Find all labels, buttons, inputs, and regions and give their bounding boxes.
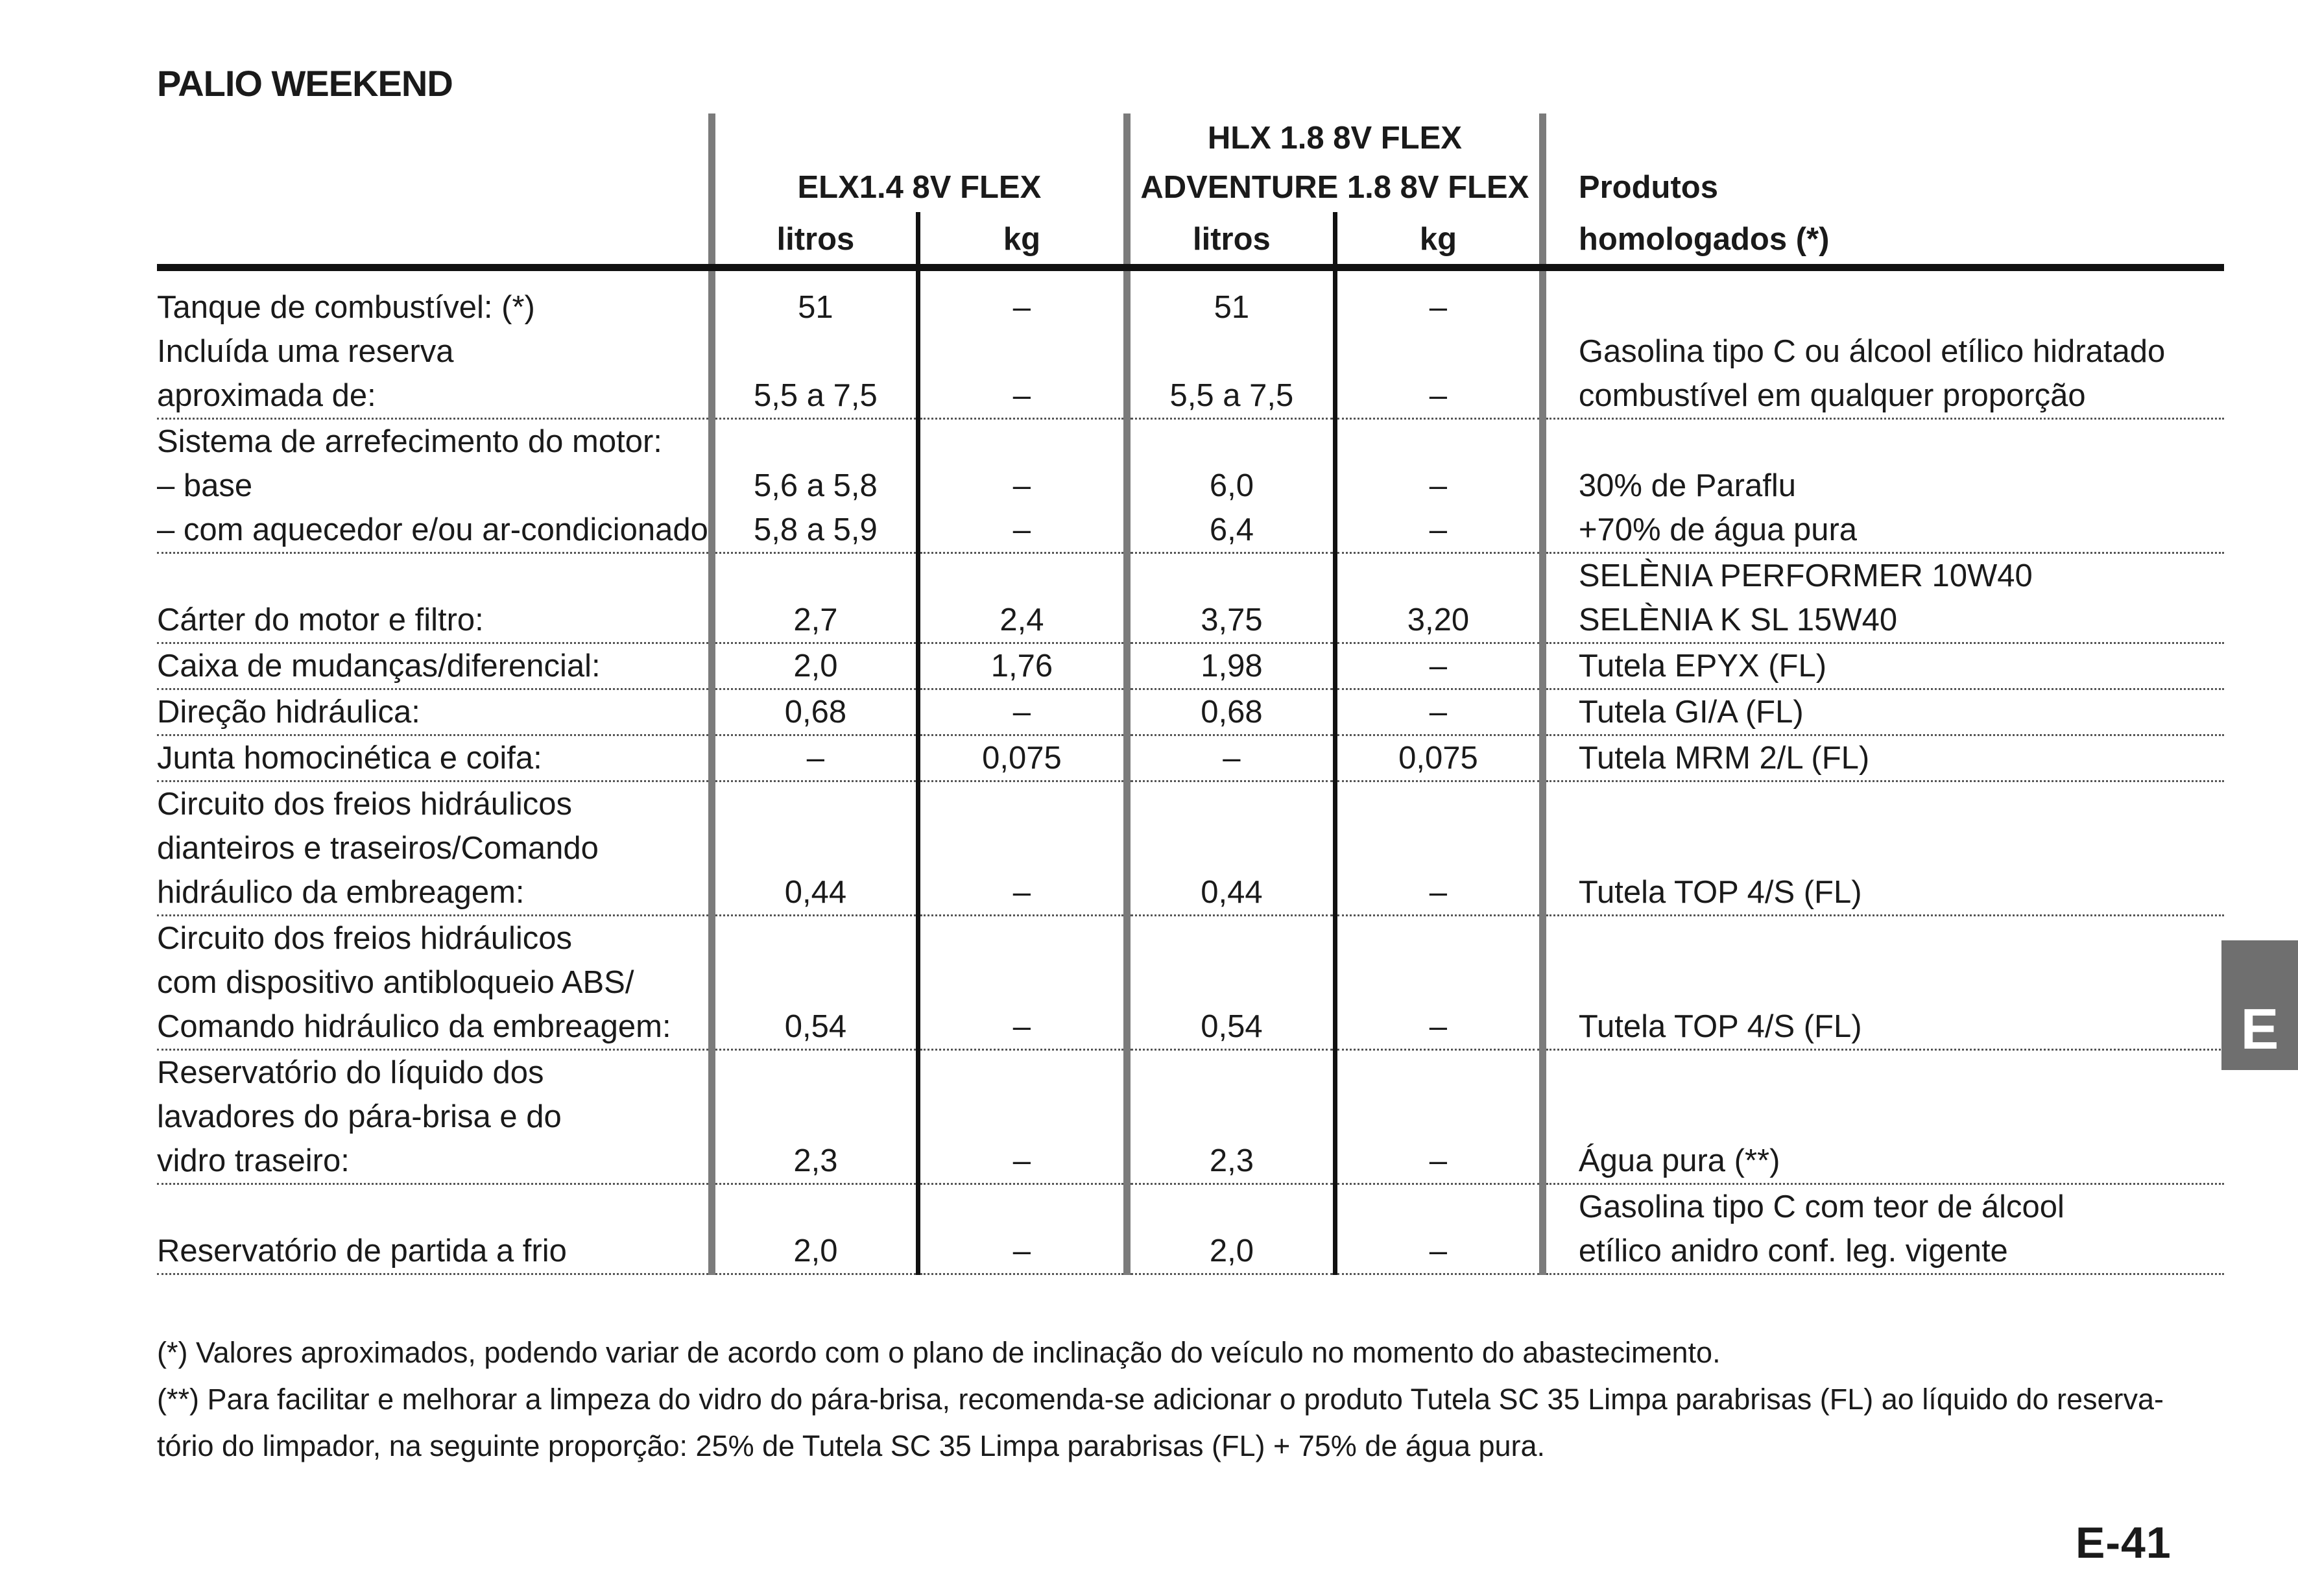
hlx-kg-value: – — [1335, 689, 1542, 735]
unit-litros-a: litros — [712, 212, 918, 268]
hlx-litros-value: 2,3 — [1127, 1139, 1335, 1184]
table-row — [157, 374, 2224, 419]
product-text — [1542, 826, 2224, 870]
item-label — [157, 553, 712, 599]
elx-kg-value: 2,4 — [918, 598, 1127, 643]
hlx-kg-value — [1335, 1184, 1542, 1230]
table-header — [157, 113, 2224, 268]
product-text: +70% de água pura — [1542, 508, 2224, 553]
table-row — [157, 735, 2224, 781]
table-row — [157, 598, 2224, 643]
item-label: Tanque de combustível: (*) — [157, 290, 535, 325]
footnote-2: (**) Para facilitar e melhorar a limpeza do vidro do pára-brisa, recomenda-se adicionar o produto Tutela SC 35 Limpa parabrisas (FL) ao líquido do reserva- — [157, 1383, 2164, 1416]
hlx-kg-value — [1335, 329, 1542, 374]
page-number: E-41 — [2076, 1518, 2172, 1567]
table-row — [157, 689, 2224, 735]
hlx-litros-value — [1127, 419, 1335, 464]
table-row — [157, 285, 2224, 329]
unit-litros-b: litros — [1127, 212, 1335, 268]
hlx-litros-value: 6,0 — [1127, 464, 1335, 508]
elx-litros-value: 2,0 — [712, 1229, 918, 1274]
product-text: etílico anidro conf. leg. vigente — [1542, 1229, 2224, 1274]
section-tab: E — [2221, 940, 2298, 1070]
hlx-litros-value — [1127, 553, 1335, 599]
item-label: Cárter do motor e filtro: — [157, 598, 712, 643]
hlx-kg-value: – — [1335, 508, 1542, 553]
table-body — [157, 268, 2224, 1274]
elx-kg-value — [918, 960, 1127, 1005]
item-label: Direção hidráulica: — [157, 689, 712, 735]
item-label: – base — [157, 468, 253, 503]
hlx-litros-value — [1127, 826, 1335, 870]
table-row — [157, 553, 2224, 599]
elx-kg-value: – — [918, 508, 1127, 553]
elx-litros-value: – — [712, 735, 918, 781]
products-title-line2: homologados (*) — [1542, 212, 2224, 268]
item-label: com dispositivo antibloqueio ABS/ — [157, 965, 634, 1000]
elx-litros-value: 2,3 — [712, 1139, 918, 1184]
hlx-kg-value: 0,075 — [1335, 735, 1542, 781]
footnotes — [157, 1329, 2168, 1470]
elx-litros-value — [712, 1184, 918, 1230]
product-text: Gasolina tipo C ou álcool etílico hidratado — [1542, 329, 2224, 374]
product-text — [1542, 916, 2224, 961]
product-text: Tutela TOP 4/S (FL) — [1542, 1005, 2224, 1050]
group-b-title-line1: HLX 1.8 8V FLEX — [1127, 113, 1542, 163]
hlx-litros-value — [1127, 960, 1335, 1005]
hlx-litros-value — [1127, 1184, 1335, 1230]
elx-litros-value: 2,0 — [712, 643, 918, 689]
product-text: Gasolina tipo C com teor de álcool — [1542, 1184, 2224, 1230]
elx-litros-value: 51 — [712, 285, 918, 329]
product-text: Tutela EPYX (FL) — [1542, 643, 2224, 689]
hlx-litros-value: 51 — [1127, 285, 1335, 329]
hlx-kg-value — [1335, 1050, 1542, 1095]
hlx-litros-value — [1127, 1050, 1335, 1095]
footnote-1: (*) Valores aproximados, podendo variar de acordo com o plano de inclinação do veículo no momento do abastecimento. — [157, 1336, 1721, 1369]
elx-kg-value — [918, 916, 1127, 961]
table-row — [157, 464, 2224, 508]
product-text — [1542, 781, 2224, 827]
item-label: Comando hidráulico da embreagem: — [157, 1005, 712, 1050]
capacities-table — [157, 113, 2224, 1275]
elx-kg-value: – — [918, 464, 1127, 508]
hlx-kg-value: 3,20 — [1335, 598, 1542, 643]
product-text: Tutela GI/A (FL) — [1542, 689, 2224, 735]
hlx-kg-value: – — [1335, 1005, 1542, 1050]
elx-kg-value: – — [918, 285, 1127, 329]
table-row — [157, 781, 2224, 827]
elx-kg-value: 1,76 — [918, 643, 1127, 689]
elx-litros-value — [712, 1095, 918, 1139]
hlx-kg-value: – — [1335, 285, 1542, 329]
group-a-title: ELX1.4 8V FLEX — [712, 163, 1127, 212]
elx-kg-value — [918, 553, 1127, 599]
hlx-litros-value: 0,44 — [1127, 870, 1335, 916]
elx-kg-value — [918, 1050, 1127, 1095]
table-row — [157, 329, 2224, 374]
elx-litros-value: 2,7 — [712, 598, 918, 643]
unit-kg-b: kg — [1335, 212, 1542, 268]
elx-kg-value: – — [918, 374, 1127, 419]
elx-litros-value: 5,5 a 7,5 — [712, 374, 918, 419]
product-text: combustível em qualquer proporção — [1542, 374, 2224, 419]
hlx-kg-value: – — [1335, 870, 1542, 916]
item-label: aproximada de: — [157, 374, 712, 419]
product-text — [1542, 1095, 2224, 1139]
hlx-kg-value — [1335, 826, 1542, 870]
hlx-kg-value: – — [1335, 1229, 1542, 1274]
product-text: Água pura (**) — [1542, 1139, 2224, 1184]
elx-litros-value — [712, 419, 918, 464]
group-b-title-line2: ADVENTURE 1.8 8V FLEX — [1127, 163, 1542, 212]
product-text — [1542, 1050, 2224, 1095]
elx-litros-value: 0,54 — [712, 1005, 918, 1050]
table-row — [157, 1050, 2224, 1095]
item-label: Caixa de mudanças/diferencial: — [157, 643, 712, 689]
table-row — [157, 826, 2224, 870]
item-label — [157, 1184, 712, 1230]
footnote-2-continued: tório do limpador, na seguinte proporção: 25% de Tutela SC 35 Limpa parabrisas (FL) + 75% de água pura. — [157, 1429, 1546, 1462]
hlx-litros-value: – — [1127, 735, 1335, 781]
hlx-kg-value — [1335, 1095, 1542, 1139]
hlx-litros-value: 0,54 — [1127, 1005, 1335, 1050]
elx-kg-value: – — [918, 1229, 1127, 1274]
table-row — [157, 419, 2224, 464]
hlx-kg-value — [1335, 781, 1542, 827]
table-row — [157, 1095, 2224, 1139]
hlx-kg-value: – — [1335, 1139, 1542, 1184]
unit-kg-a: kg — [918, 212, 1127, 268]
item-label: Circuito dos freios hidráulicos — [157, 921, 572, 956]
product-text: Tutela TOP 4/S (FL) — [1542, 870, 2224, 916]
products-title-line1: Produtos — [1542, 163, 2224, 212]
product-text — [1542, 960, 2224, 1005]
hlx-kg-value — [1335, 419, 1542, 464]
elx-kg-value — [918, 781, 1127, 827]
hlx-kg-value — [1335, 960, 1542, 1005]
hlx-litros-value: 6,4 — [1127, 508, 1335, 553]
hlx-kg-value — [1335, 916, 1542, 961]
elx-litros-value — [712, 329, 918, 374]
item-label: vidro traseiro: — [157, 1139, 712, 1184]
elx-litros-value: 5,8 a 5,9 — [712, 508, 918, 553]
elx-litros-value — [712, 1050, 918, 1095]
item-label: hidráulico da embreagem: — [157, 870, 712, 916]
table-row — [157, 870, 2224, 916]
page-title: PALIO WEEKEND — [157, 63, 453, 104]
table-row — [157, 1005, 2224, 1050]
product-text: 30% de Paraflu — [1542, 464, 2224, 508]
elx-litros-value: 5,6 a 5,8 — [712, 464, 918, 508]
elx-kg-value — [918, 826, 1127, 870]
elx-litros-value: 0,44 — [712, 870, 918, 916]
elx-kg-value — [918, 1095, 1127, 1139]
elx-litros-value — [712, 553, 918, 599]
hlx-litros-value — [1127, 329, 1335, 374]
table-row — [157, 916, 2224, 961]
item-label: Incluída uma reserva — [157, 334, 454, 369]
hlx-kg-value: – — [1335, 374, 1542, 419]
item-label: lavadores do pára-brisa e do — [157, 1099, 562, 1134]
elx-kg-value: 0,075 — [918, 735, 1127, 781]
table-row — [157, 1229, 2224, 1274]
elx-kg-value: – — [918, 1139, 1127, 1184]
table-row — [157, 960, 2224, 1005]
item-label: – com aquecedor e/ou ar-condicionado — [157, 508, 712, 553]
table-row — [157, 643, 2224, 689]
hlx-kg-value — [1335, 553, 1542, 599]
table-row — [157, 508, 2224, 553]
elx-litros-value: 0,68 — [712, 689, 918, 735]
elx-kg-value — [918, 1184, 1127, 1230]
product-text: SELÈNIA K SL 15W40 — [1542, 598, 2224, 643]
product-text — [1542, 419, 2224, 464]
elx-litros-value — [712, 781, 918, 827]
elx-litros-value — [712, 960, 918, 1005]
hlx-litros-value: 2,0 — [1127, 1229, 1335, 1274]
table-row — [157, 1184, 2224, 1230]
elx-kg-value: – — [918, 689, 1127, 735]
table-row — [157, 1139, 2224, 1184]
hlx-kg-value: – — [1335, 643, 1542, 689]
elx-kg-value — [918, 419, 1127, 464]
hlx-litros-value: 1,98 — [1127, 643, 1335, 689]
item-label: Circuito dos freios hidráulicos — [157, 787, 572, 822]
hlx-litros-value — [1127, 781, 1335, 827]
hlx-litros-value — [1127, 1095, 1335, 1139]
elx-kg-value: – — [918, 1005, 1127, 1050]
item-label: Reservatório do líquido dos — [157, 1055, 544, 1090]
hlx-kg-value: – — [1335, 464, 1542, 508]
elx-kg-value — [918, 329, 1127, 374]
elx-litros-value — [712, 916, 918, 961]
product-text: SELÈNIA PERFORMER 10W40 — [1542, 553, 2224, 599]
item-label: Reservatório de partida a frio — [157, 1229, 712, 1274]
item-label: dianteiros e traseiros/Comando — [157, 831, 599, 866]
hlx-litros-value: 3,75 — [1127, 598, 1335, 643]
elx-kg-value: – — [918, 870, 1127, 916]
hlx-litros-value — [1127, 916, 1335, 961]
item-label: Sistema de arrefecimento do motor: — [157, 424, 662, 459]
product-text: Tutela MRM 2/L (FL) — [1542, 735, 2224, 781]
hlx-litros-value: 5,5 a 7,5 — [1127, 374, 1335, 419]
hlx-litros-value: 0,68 — [1127, 689, 1335, 735]
product-text — [1542, 285, 2224, 329]
item-label: Junta homocinética e coifa: — [157, 735, 712, 781]
elx-litros-value — [712, 826, 918, 870]
